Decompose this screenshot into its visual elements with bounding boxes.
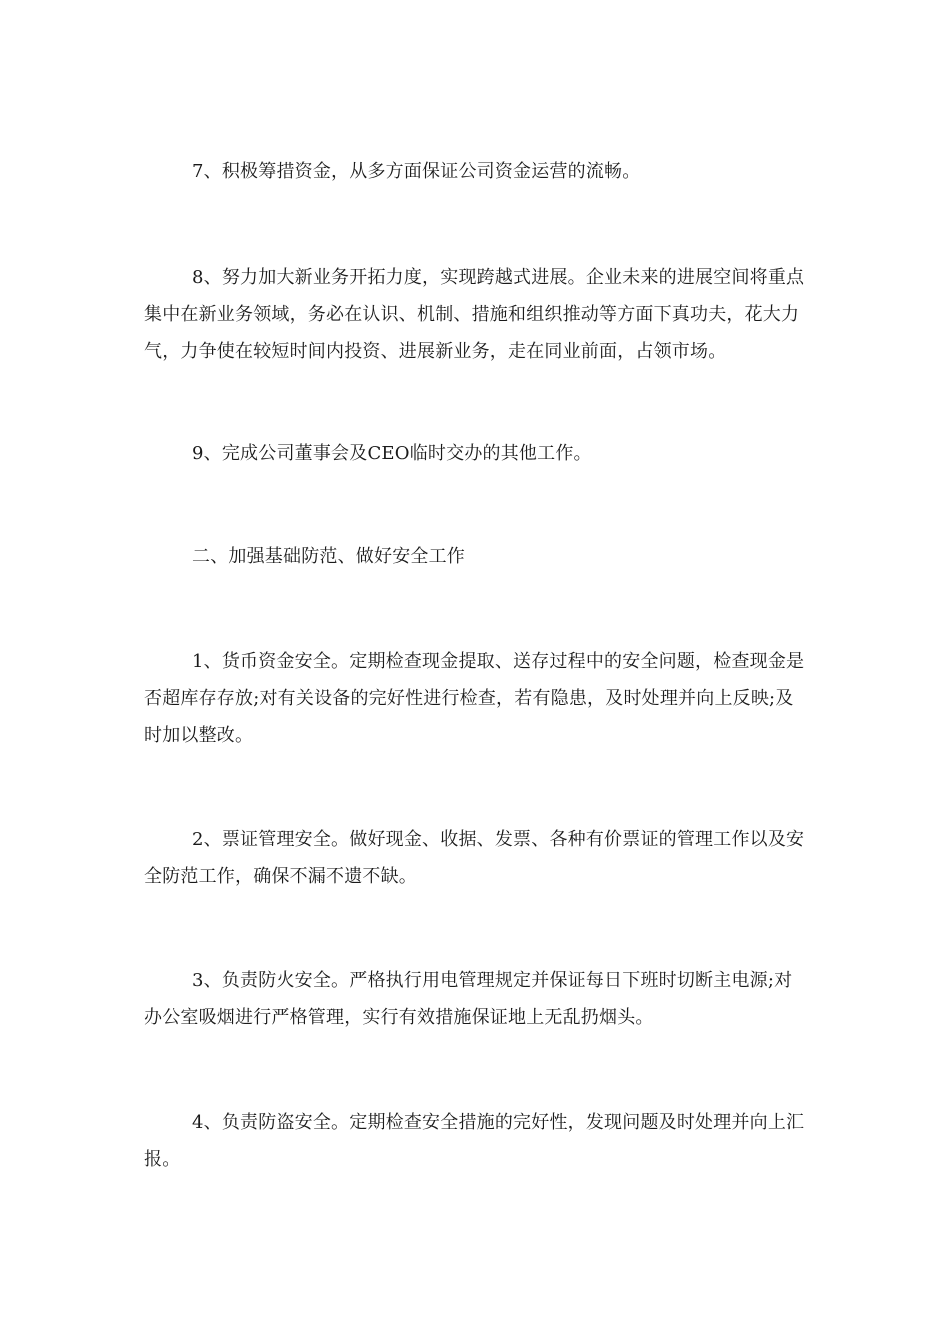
paragraph-item-7: 7、积极筹措资金，从多方面保证公司资金运营的流畅。: [192, 161, 641, 182]
paragraph-item-4: 4、负责防盗安全。定期检查安全措施的完好性，发现问题及时处理并向上汇报。: [144, 1112, 805, 1170]
paragraph-item-8: 8、努力加大新业务开拓力度，实现跨越式进展。企业未来的进展空间将重点集中在新业务领域，务必在认识、机制、措施和组织推动等方面下真功夫，花大力气，力争使在较短时间内投资、进展新业务，走在同业前面，占领市场。: [144, 267, 805, 362]
paragraph-item-9: 9、完成公司董事会及CEO临时交办的其他工作。: [192, 443, 592, 464]
paragraph-item-3: 3、负责防火安全。严格执行用电管理规定并保证每日下班时切断主电源;对办公室吸烟进行严格管理，实行有效措施保证地上无乱扔烟头。: [144, 970, 793, 1028]
paragraph-item-2: 2、票证管理安全。做好现金、收据、发票、各种有价票证的管理工作以及安全防范工作，确保不漏不遗不缺。: [144, 829, 805, 887]
section-heading: 二、加强基础防范、做好安全工作: [192, 546, 465, 567]
paragraph-item-1: 1、货币资金安全。定期检查现金提取、送存过程中的安全问题，检查现金是否超库存存放;对有关设备的完好性进行检查，若有隐患，及时处理并向上反映;及时加以整改。: [144, 651, 805, 746]
